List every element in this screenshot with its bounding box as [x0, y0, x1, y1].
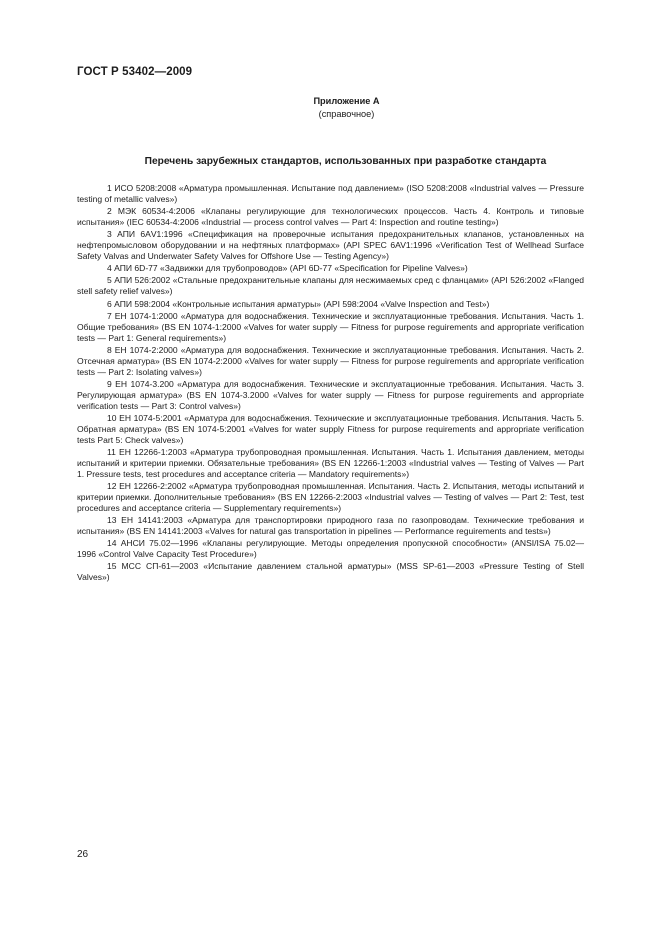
page-number: 26 — [77, 849, 89, 860]
list-item: 6 АПИ 598:2004 «Контрольные испытания арматуры» (API 598:2004 «Valve Inspection and Test») — [107, 298, 490, 309]
standards-list — [77, 183, 584, 584]
list-item: 5 АПИ 526:2002 «Стальные предохранительные клапаны для несжимаемых сред с фланцами» (API 526:2002 «Flanged stell safety relief valves») — [77, 275, 584, 297]
list-item: 10 ЕН 1074-5:2001 «Арматура для водоснабжения. Технические и эксплуатационные требования. Испытания. Часть 5. Обратная арматура» (BS EN 1074-5:2001 «Valves for water supply Fitness for purpose requirements and appropriate verification tests Part 5: Check valves») — [77, 412, 584, 445]
list-item: 8 ЕН 1074-2:2000 «Арматура для водоснабжения. Технические и эксплуатационные требования. Испытания. Часть 2. Отсечная арматура» (BS EN 1074-2:2000 «Valves for water supply — Fitness for purpose reguirements and appropriate verification tests — Part 2: Isolating valves») — [77, 344, 584, 377]
list-item: 3 АПИ 6АV1:1996 «Спецификация на проверочные испытания предохранительных клапанов, установленных на нефтепромысловом оборудовании и на нефтяных платформах» (API SPEC 6AV1:1996 «Verification Test of Wellhead Surface Safety Valvas and Underwater Safety Valves for Offshore Use — Testing Agency») — [77, 229, 584, 262]
appendix-block — [0, 95, 661, 121]
appendix-title: Приложение А — [313, 96, 380, 106]
appendix-subtitle: (справочное) — [318, 109, 375, 119]
document-code: ГОСТ Р 53402—2009 — [77, 66, 193, 78]
list-item: 7 ЕН 1074-1:2000 «Арматура для водоснабжения. Технические и эксплуатационные требования. Испытания. Часть 1. Общие требования» (BS EN 1074-1:2000 «Valves for water supply — Fitness for purpose reguirements and appropriate verification tests — Part 1: General requirements») — [77, 310, 584, 343]
list-item: 1 ИСО 5208:2008 «Арматура промышленная. Испытание под давлением» (ISO 5208:2008 «Industrial valves — Pressure testing of metallic valves») — [77, 183, 584, 204]
list-item: 13 ЕН 14141:2003 «Арматура для транспортировки природного газа по газопроводам. Технические требования и испытания» (BS EN 14141:2003 «Valves for natural gas transportation in pipelines — Performance reguirements and tests») — [77, 514, 584, 536]
list-item: 14 АНСИ 75.02—1996 «Клапаны регулирующие. Методы определения пропускной способности» (ANSI/ISA 75.02—1996 «Control Valve Capacity Test Procedure») — [77, 537, 584, 559]
list-item: 9 ЕН 1074-3.200 «Арматура для водоснабжения. Технические и эксплуатационные требования. Испытания. Часть 3. Регулирующая арматура» (BS EN 1074-3.2000 «Valves for water supply — Fitness for purpose reguirements and appropriate verification tests — Part 3: Control valves») — [77, 378, 584, 411]
section-heading: Перечень зарубежных стандартов, использованных при разработке стандарта — [144, 156, 547, 167]
list-item: 4 АПИ 6D-77 «Задвижки для трубопроводов» (API 6D-77 «Specification for Pipeline Valves») — [107, 263, 468, 274]
list-item: 11 ЕН 12266-1:2003 «Арматура трубопроводная промышленная. Испытания. Часть 1. Испытания давлением, методы испытаний и критерии приемки. Обязательные требования» (BS EN 12266-1:2003 «Industrial valves — Testing of Valves — Part 1. Pressure tests, test procedures and acceptance criteria — Mandatory requirements») — [77, 446, 584, 479]
list-item: 12 ЕН 12266-2:2002 «Арматура трубопроводная промышленная. Испытания. Часть 2. Испытания, методы испытаний и критерии приемки. Дополнительные требования» (BS EN 12266-2:2003 «Industrial valves — Testing of valves — Part 2: Test, test procedures and acceptance criteria — Supplementary requirements») — [77, 480, 584, 513]
list-item: 2 МЭК 60534-4:2006 «Клапаны регулирующие для технологических процессов. Часть 4. Контроль и типовые испытания» (IEC 60534-4:2006 «Industrial — process control valves — Part 4: Inspection and routine testing») — [77, 206, 584, 228]
list-item: 15 МСС СП-61—2003 «Испытание давлением стальной арматуры» (MSS SP-61—2003 «Pressure Testing of Stell Valves») — [77, 561, 584, 582]
